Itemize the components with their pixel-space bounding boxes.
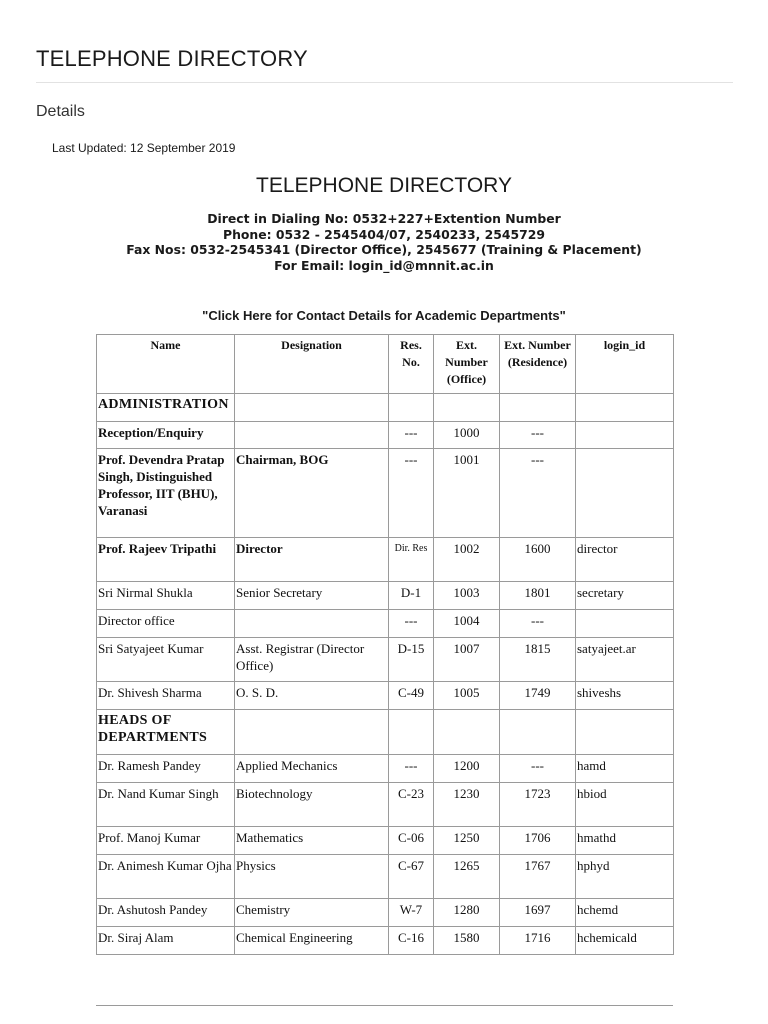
table-row — [97, 422, 674, 449]
cell-name: Prof. Devendra Pratap Singh, Distinguished Professor, IIT (BHU), Varanasi — [97, 449, 235, 538]
section-row-administration — [97, 394, 674, 422]
cell-name: Dr. Animesh Kumar Ojha — [97, 855, 235, 899]
cell-res: Dir. Res — [389, 538, 434, 582]
cell-name: Dr. Ashutosh Pandey — [97, 899, 235, 927]
contact-info — [0, 211, 768, 274]
cell-login: hphyd — [576, 855, 674, 899]
empty-cell — [389, 394, 434, 422]
cell-login: secretary — [576, 582, 674, 610]
cell-login: hbiod — [576, 783, 674, 827]
table-row — [97, 682, 674, 710]
cell-ext-office: 1265 — [434, 855, 500, 899]
cell-login: director — [576, 538, 674, 582]
cell-designation: Chemistry — [235, 899, 389, 927]
title-divider — [36, 82, 733, 83]
cell-ext-res: 1767 — [500, 855, 576, 899]
cell-ext-res: 1600 — [500, 538, 576, 582]
cell-designation: Director — [235, 538, 389, 582]
header-login-id: login_id — [576, 335, 674, 394]
header-ext-office: Ext. Number (Office) — [434, 335, 500, 394]
table-row — [97, 610, 674, 638]
section-heading: Details — [36, 103, 85, 120]
empty-cell — [434, 394, 500, 422]
cell-name: Dr. Siraj Alam — [97, 927, 235, 955]
cell-ext-res: --- — [500, 610, 576, 638]
table-row — [97, 638, 674, 682]
directory-table — [96, 334, 674, 955]
cell-login: satyajeet.ar — [576, 638, 674, 682]
empty-cell — [500, 394, 576, 422]
cell-ext-res: 1697 — [500, 899, 576, 927]
cell-res: C-16 — [389, 927, 434, 955]
cell-name: Sri Satyajeet Kumar — [97, 638, 235, 682]
phone-line: Phone: 0532 - 2545404/07, 2540233, 2545729 — [222, 226, 546, 242]
table-row — [97, 449, 674, 538]
cell-ext-office: 1001 — [434, 449, 500, 538]
cell-res: C-67 — [389, 855, 434, 899]
bottom-divider — [96, 1005, 673, 1006]
cell-ext-office: 1000 — [434, 422, 500, 449]
header-res-no: Res. No. — [389, 335, 434, 394]
cell-designation: Mathematics — [235, 827, 389, 855]
cell-res: --- — [389, 422, 434, 449]
table-row — [97, 783, 674, 827]
empty-cell — [434, 710, 500, 755]
table-header-row — [97, 335, 674, 394]
cell-designation: Senior Secretary — [235, 582, 389, 610]
empty-cell — [576, 710, 674, 755]
fax-line: Fax Nos: 0532-2545341 (Director Office), 2545677 (Training & Placement) — [126, 242, 642, 258]
cell-login: shiveshs — [576, 682, 674, 710]
cell-login — [576, 610, 674, 638]
table-row — [97, 827, 674, 855]
cell-designation: Applied Mechanics — [235, 755, 389, 783]
cell-designation: Biotechnology — [235, 783, 389, 827]
cell-res: C-23 — [389, 783, 434, 827]
cell-designation: Asst. Registrar (Director Office) — [235, 638, 389, 682]
cell-res: W-7 — [389, 899, 434, 927]
cell-ext-office: 1004 — [434, 610, 500, 638]
cell-ext-office: 1002 — [434, 538, 500, 582]
cell-login — [576, 449, 674, 538]
cell-login: hchemicald — [576, 927, 674, 955]
cell-login: hchemd — [576, 899, 674, 927]
table-row — [97, 855, 674, 899]
empty-cell — [389, 710, 434, 755]
empty-cell — [576, 394, 674, 422]
cell-ext-res: 1706 — [500, 827, 576, 855]
table-row — [97, 755, 674, 783]
table-row — [97, 899, 674, 927]
cell-ext-office: 1005 — [434, 682, 500, 710]
cell-name: Sri Nirmal Shukla — [97, 582, 235, 610]
cell-res: --- — [389, 610, 434, 638]
cell-designation: O. S. D. — [235, 682, 389, 710]
cell-res: C-49 — [389, 682, 434, 710]
document-title: TELEPHONE DIRECTORY — [256, 174, 512, 197]
header-ext-residence: Ext. Number (Residence) — [500, 335, 576, 394]
cell-designation — [235, 422, 389, 449]
cell-name: Director office — [97, 610, 235, 638]
cell-ext-res: --- — [500, 755, 576, 783]
cell-ext-office: 1007 — [434, 638, 500, 682]
cell-name: Dr. Nand Kumar Singh — [97, 783, 235, 827]
cell-ext-office: 1003 — [434, 582, 500, 610]
cell-ext-res: --- — [500, 449, 576, 538]
cell-name: Reception/Enquiry — [97, 422, 235, 449]
cell-ext-res: 1749 — [500, 682, 576, 710]
page-title: TELEPHONE DIRECTORY — [36, 46, 308, 71]
cell-ext-office: 1280 — [434, 899, 500, 927]
section-label: ADMINISTRATION — [97, 394, 235, 422]
section-row-heads — [97, 710, 674, 755]
cell-ext-res: 1716 — [500, 927, 576, 955]
cell-name: Prof. Rajeev Tripathi — [97, 538, 235, 582]
cell-ext-office: 1230 — [434, 783, 500, 827]
cell-login: hamd — [576, 755, 674, 783]
cell-designation: Chairman, BOG — [235, 449, 389, 538]
cell-name: Dr. Shivesh Sharma — [97, 682, 235, 710]
table-row — [97, 927, 674, 955]
cell-designation — [235, 610, 389, 638]
cell-ext-res: --- — [500, 422, 576, 449]
table-row — [97, 582, 674, 610]
empty-cell — [235, 394, 389, 422]
cell-designation: Physics — [235, 855, 389, 899]
cell-ext-res: 1801 — [500, 582, 576, 610]
cell-name: Dr. Ramesh Pandey — [97, 755, 235, 783]
academic-departments-link[interactable]: "Click Here for Contact Details for Academic Departments" — [202, 308, 566, 323]
direct-dialing-line: Direct in Dialing No: 0532+227+Extention Number — [207, 211, 561, 226]
cell-designation: Chemical Engineering — [235, 927, 389, 955]
cell-ext-office: 1200 — [434, 755, 500, 783]
cell-res: D-15 — [389, 638, 434, 682]
empty-cell — [235, 710, 389, 755]
empty-cell — [500, 710, 576, 755]
cell-res: C-06 — [389, 827, 434, 855]
cell-ext-office: 1580 — [434, 927, 500, 955]
cell-login: hmathd — [576, 827, 674, 855]
table-row — [97, 538, 674, 582]
header-name: Name — [97, 335, 235, 394]
last-updated-text: Last Updated: 12 September 2019 — [52, 141, 236, 155]
cell-name: Prof. Manoj Kumar — [97, 827, 235, 855]
cell-ext-res: 1723 — [500, 783, 576, 827]
header-designation: Designation — [235, 335, 389, 394]
cell-ext-office: 1250 — [434, 827, 500, 855]
cell-res: --- — [389, 755, 434, 783]
cell-ext-res: 1815 — [500, 638, 576, 682]
cell-res: --- — [389, 449, 434, 538]
email-line: For Email: login_id@mnnit.ac.in — [274, 258, 494, 274]
cell-res: D-1 — [389, 582, 434, 610]
section-label: HEADS OF DEPARTMENTS — [97, 710, 235, 755]
cell-login — [576, 422, 674, 449]
